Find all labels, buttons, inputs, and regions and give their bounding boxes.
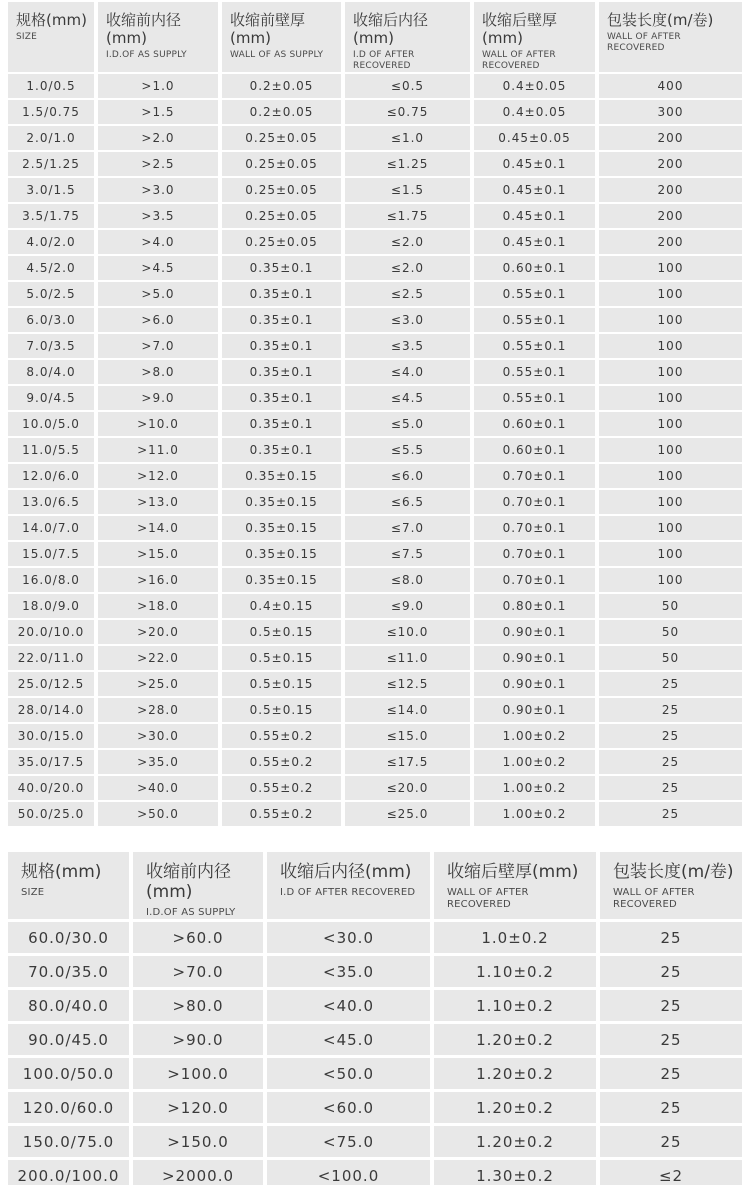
- column-header-i-d-of-after-recovered: [345, 2, 470, 72]
- table-cell: 80.0/40.0: [8, 990, 129, 1021]
- table-row: [8, 1092, 742, 1123]
- header-label-en: WALL OF AFTER RECOVERED: [482, 50, 556, 71]
- table-cell: 25: [600, 1092, 742, 1123]
- table-cell: 120.0/60.0: [8, 1092, 129, 1123]
- table-cell: >70.0: [133, 956, 263, 987]
- table-cell: ≤10.0: [345, 620, 470, 644]
- table-cell: 400: [599, 74, 742, 98]
- table-row: [8, 698, 742, 722]
- table-row: [8, 516, 742, 540]
- table-cell: ≤3.0: [345, 308, 470, 332]
- table-cell: ≤9.0: [345, 594, 470, 618]
- table-row: [8, 802, 742, 826]
- table-cell: ≤7.5: [345, 542, 470, 566]
- table-cell: 3.5/1.75: [8, 204, 94, 228]
- table-cell: 100: [599, 490, 742, 514]
- table-cell: 100: [599, 308, 742, 332]
- table-cell: 0.90±0.1: [474, 698, 595, 722]
- header-label-zh: 包装长度(m/卷): [613, 862, 734, 882]
- table-row: [8, 100, 742, 124]
- table-cell: 8.0/4.0: [8, 360, 94, 384]
- table-cell: 1.20±0.2: [434, 1058, 596, 1089]
- table-cell: 0.60±0.1: [474, 412, 595, 436]
- table-cell: 1.10±0.2: [434, 990, 596, 1021]
- table-cell: 1.0±0.2: [434, 922, 596, 953]
- table-cell: 100: [599, 282, 742, 306]
- table-cell: 1.5/0.75: [8, 100, 94, 124]
- table-cell: <75.0: [267, 1126, 430, 1157]
- table-cell: >2.5: [98, 152, 218, 176]
- column-header-size: [8, 852, 129, 919]
- table-cell: 0.90±0.1: [474, 672, 595, 696]
- table-cell: 0.2±0.05: [222, 100, 341, 124]
- table-cell: >15.0: [98, 542, 218, 566]
- header-label-en: I.D OF AFTER RECOVERED: [353, 50, 415, 71]
- table-cell: >20.0: [98, 620, 218, 644]
- header-label-en: WALL OF AFTER RECOVERED: [607, 32, 681, 53]
- table-cell: 200: [599, 204, 742, 228]
- table-cell: 100: [599, 386, 742, 410]
- table-cell: ≤1.25: [345, 152, 470, 176]
- table-row: [8, 620, 742, 644]
- table-cell: ≤2.0: [345, 256, 470, 280]
- header-label-zh: 收缩后内径(mm): [353, 11, 429, 47]
- table-cell: 0.35±0.1: [222, 386, 341, 410]
- table-cell: >10.0: [98, 412, 218, 436]
- table-cell: 15.0/7.5: [8, 542, 94, 566]
- table-cell: >8.0: [98, 360, 218, 384]
- table-cell: 200: [599, 152, 742, 176]
- table-cell: 50: [599, 620, 742, 644]
- table-cell: 100: [599, 542, 742, 566]
- table-cell: >14.0: [98, 516, 218, 540]
- table-cell: ≤17.5: [345, 750, 470, 774]
- table-cell: 13.0/6.5: [8, 490, 94, 514]
- table-cell: 12.0/6.0: [8, 464, 94, 488]
- table-cell: 0.45±0.1: [474, 178, 595, 202]
- table-cell: 0.45±0.1: [474, 230, 595, 254]
- table-cell: 0.80±0.1: [474, 594, 595, 618]
- header-label-zh: 收缩前内径(mm): [106, 11, 182, 47]
- table-row: [8, 126, 742, 150]
- table-cell: 1.20±0.2: [434, 1092, 596, 1123]
- table-cell: 200.0/100.0: [8, 1160, 129, 1185]
- table-cell: 100: [599, 334, 742, 358]
- table-cell: 100: [599, 516, 742, 540]
- table-cell: >3.0: [98, 178, 218, 202]
- table-cell: <60.0: [267, 1092, 430, 1123]
- table-cell: 0.35±0.1: [222, 412, 341, 436]
- header-label-zh: 收缩后内径(mm): [280, 862, 412, 882]
- table-cell: <50.0: [267, 1058, 430, 1089]
- table-cell: 0.90±0.1: [474, 620, 595, 644]
- table-cell: ≤14.0: [345, 698, 470, 722]
- table-row: [8, 1024, 742, 1055]
- table-cell: >4.5: [98, 256, 218, 280]
- table-cell: >3.5: [98, 204, 218, 228]
- table-cell: 25.0/12.5: [8, 672, 94, 696]
- column-header-wall-of-after-recovered: [474, 2, 595, 72]
- table-row: [8, 490, 742, 514]
- table-cell: 100: [599, 464, 742, 488]
- table-cell: ≤8.0: [345, 568, 470, 592]
- table-cell: 0.55±0.2: [222, 724, 341, 748]
- table-cell: 50: [599, 646, 742, 670]
- table-cell: >18.0: [98, 594, 218, 618]
- shrink-tube-spec-table-large-sizes: [4, 849, 746, 1185]
- table-row: [8, 256, 742, 280]
- table-row: [8, 386, 742, 410]
- table-cell: 25: [600, 1058, 742, 1089]
- table-cell: 2.5/1.25: [8, 152, 94, 176]
- table-row: [8, 334, 742, 358]
- table-cell: >7.0: [98, 334, 218, 358]
- table-row: [8, 412, 742, 436]
- table-cell: 1.0/0.5: [8, 74, 94, 98]
- table-cell: 25: [599, 672, 742, 696]
- table-cell: 0.45±0.1: [474, 152, 595, 176]
- header-label-zh: 收缩前内径(mm): [146, 862, 231, 902]
- table-cell: 0.35±0.1: [222, 282, 341, 306]
- header-row: [8, 2, 742, 72]
- table-cell: >4.0: [98, 230, 218, 254]
- table-row: [8, 922, 742, 953]
- table-row: [8, 438, 742, 462]
- table1-header: [8, 2, 742, 72]
- table-row: [8, 750, 742, 774]
- table-cell: >9.0: [98, 386, 218, 410]
- column-header-wall-of-after-recovered: [600, 852, 742, 919]
- table-row: [8, 724, 742, 748]
- table-cell: >25.0: [98, 672, 218, 696]
- table-cell: 0.60±0.1: [474, 256, 595, 280]
- table-cell: 25: [599, 750, 742, 774]
- table-cell: >12.0: [98, 464, 218, 488]
- header-label-en: SIZE: [16, 32, 38, 42]
- table-cell: 10.0/5.0: [8, 412, 94, 436]
- table-cell: 0.4±0.05: [474, 100, 595, 124]
- table-cell: 0.70±0.1: [474, 464, 595, 488]
- table-cell: 0.45±0.05: [474, 126, 595, 150]
- table-cell: 18.0/9.0: [8, 594, 94, 618]
- table-row: [8, 646, 742, 670]
- table-cell: 1.00±0.2: [474, 802, 595, 826]
- table-cell: >1.0: [98, 74, 218, 98]
- table-cell: 0.70±0.1: [474, 568, 595, 592]
- table-cell: 1.30±0.2: [434, 1160, 596, 1185]
- table-row: [8, 594, 742, 618]
- table-cell: ≤1.5: [345, 178, 470, 202]
- table-cell: 0.70±0.1: [474, 516, 595, 540]
- table-cell: ≤5.5: [345, 438, 470, 462]
- table-cell: >6.0: [98, 308, 218, 332]
- table-cell: >2.0: [98, 126, 218, 150]
- table-cell: 25: [599, 802, 742, 826]
- table-cell: 0.35±0.15: [222, 568, 341, 592]
- table-cell: 0.25±0.05: [222, 126, 341, 150]
- table-cell: 50: [599, 594, 742, 618]
- header-label-zh: 规格(mm): [16, 11, 87, 29]
- table-cell: 40.0/20.0: [8, 776, 94, 800]
- table-cell: 0.35±0.1: [222, 334, 341, 358]
- table-row: [8, 776, 742, 800]
- table-cell: 150.0/75.0: [8, 1126, 129, 1157]
- table-cell: 0.5±0.15: [222, 620, 341, 644]
- table-cell: 0.55±0.1: [474, 334, 595, 358]
- column-header-wall-of-after-recovered: [434, 852, 596, 919]
- table-cell: 50.0/25.0: [8, 802, 94, 826]
- table-cell: 0.35±0.15: [222, 542, 341, 566]
- header-label-en: I.D OF AFTER RECOVERED: [280, 887, 416, 898]
- table-cell: 30.0/15.0: [8, 724, 94, 748]
- table-cell: 100: [599, 412, 742, 436]
- table-row: [8, 152, 742, 176]
- table-cell: 0.5±0.15: [222, 698, 341, 722]
- table-cell: ≤4.0: [345, 360, 470, 384]
- table-row: [8, 672, 742, 696]
- table-cell: >35.0: [98, 750, 218, 774]
- table-cell: 200: [599, 126, 742, 150]
- table-cell: >2000.0: [133, 1160, 263, 1185]
- table-cell: >60.0: [133, 922, 263, 953]
- table-cell: 25: [600, 956, 742, 987]
- table-cell: 0.35±0.1: [222, 360, 341, 384]
- table-cell: >11.0: [98, 438, 218, 462]
- table-cell: 0.55±0.2: [222, 750, 341, 774]
- table-cell: ≤12.5: [345, 672, 470, 696]
- table-row: [8, 464, 742, 488]
- table-cell: 25: [599, 724, 742, 748]
- table-cell: 25: [600, 1126, 742, 1157]
- table-cell: <40.0: [267, 990, 430, 1021]
- header-label-en: WALL OF AFTER RECOVERED: [447, 887, 529, 910]
- table-cell: ≤0.5: [345, 74, 470, 98]
- table-cell: 0.5±0.15: [222, 646, 341, 670]
- table2-header: [8, 852, 742, 919]
- table-row: [8, 74, 742, 98]
- table-cell: 0.55±0.1: [474, 360, 595, 384]
- table-cell: 100.0/50.0: [8, 1058, 129, 1089]
- table-cell: 1.20±0.2: [434, 1126, 596, 1157]
- table-cell: >150.0: [133, 1126, 263, 1157]
- header-label-en: I.D.OF AS SUPPLY: [146, 907, 236, 918]
- table-cell: 0.60±0.1: [474, 438, 595, 462]
- table-cell: 100: [599, 568, 742, 592]
- table-cell: >13.0: [98, 490, 218, 514]
- table-cell: 0.35±0.1: [222, 256, 341, 280]
- header-label-zh: 包装长度(m/卷): [607, 11, 714, 29]
- table-cell: 20.0/10.0: [8, 620, 94, 644]
- table-cell: 300: [599, 100, 742, 124]
- header-label-zh: 收缩前壁厚(mm): [230, 11, 306, 47]
- table-cell: 35.0/17.5: [8, 750, 94, 774]
- shrink-tube-spec-table-small-sizes: [4, 0, 746, 828]
- table-cell: 11.0/5.5: [8, 438, 94, 462]
- table-cell: 200: [599, 178, 742, 202]
- table1-body: [8, 74, 742, 826]
- column-header-wall-of-as-supply: [222, 2, 341, 72]
- table-cell: >80.0: [133, 990, 263, 1021]
- table-cell: ≤0.75: [345, 100, 470, 124]
- header-label-en: WALL OF AS SUPPLY: [230, 50, 324, 60]
- table-row: [8, 956, 742, 987]
- table-row: [8, 178, 742, 202]
- table-cell: 1.00±0.2: [474, 724, 595, 748]
- table2-body: [8, 922, 742, 1185]
- table-cell: 0.35±0.15: [222, 490, 341, 514]
- column-header-size: [8, 2, 94, 72]
- table-cell: >1.5: [98, 100, 218, 124]
- table-cell: 0.35±0.1: [222, 438, 341, 462]
- table-cell: 2.0/1.0: [8, 126, 94, 150]
- table-cell: 0.4±0.15: [222, 594, 341, 618]
- table-row: [8, 1058, 742, 1089]
- column-header-i-d-of-as-supply: [98, 2, 218, 72]
- table-cell: ≤2: [600, 1160, 742, 1185]
- table-cell: ≤25.0: [345, 802, 470, 826]
- table-cell: 0.25±0.05: [222, 178, 341, 202]
- table-row: [8, 360, 742, 384]
- table-cell: 1.20±0.2: [434, 1024, 596, 1055]
- table-cell: 70.0/35.0: [8, 956, 129, 987]
- table-cell: ≤7.0: [345, 516, 470, 540]
- column-header-i-d-of-as-supply: [133, 852, 263, 919]
- table-cell: 200: [599, 230, 742, 254]
- table-cell: 0.55±0.2: [222, 802, 341, 826]
- table-cell: 0.25±0.05: [222, 230, 341, 254]
- table-row: [8, 542, 742, 566]
- column-header-wall-of-after-recovered: [599, 2, 742, 72]
- table-cell: 0.25±0.05: [222, 152, 341, 176]
- table-cell: 0.55±0.1: [474, 386, 595, 410]
- table-row: [8, 990, 742, 1021]
- table-cell: >16.0: [98, 568, 218, 592]
- table-cell: 0.4±0.05: [474, 74, 595, 98]
- table-cell: 25: [600, 922, 742, 953]
- table-cell: ≤5.0: [345, 412, 470, 436]
- table-cell: 25: [599, 698, 742, 722]
- table-cell: 0.35±0.15: [222, 516, 341, 540]
- table-cell: <45.0: [267, 1024, 430, 1055]
- table-cell: 25: [600, 1024, 742, 1055]
- table-cell: 14.0/7.0: [8, 516, 94, 540]
- table-cell: <35.0: [267, 956, 430, 987]
- table-cell: 0.35±0.15: [222, 464, 341, 488]
- table-cell: >28.0: [98, 698, 218, 722]
- table-cell: 22.0/11.0: [8, 646, 94, 670]
- table-cell: 100: [599, 256, 742, 280]
- table-cell: ≤2.5: [345, 282, 470, 306]
- table-cell: 25: [600, 990, 742, 1021]
- table-cell: 0.55±0.2: [222, 776, 341, 800]
- table-cell: ≤6.5: [345, 490, 470, 514]
- table-cell: 28.0/14.0: [8, 698, 94, 722]
- table-cell: >22.0: [98, 646, 218, 670]
- table-cell: ≤2.0: [345, 230, 470, 254]
- table-cell: 60.0/30.0: [8, 922, 129, 953]
- table-cell: 7.0/3.5: [8, 334, 94, 358]
- table-cell: >120.0: [133, 1092, 263, 1123]
- table-row: [8, 230, 742, 254]
- table-cell: ≤15.0: [345, 724, 470, 748]
- column-header-i-d-of-after-recovered: [267, 852, 430, 919]
- table-cell: ≤3.5: [345, 334, 470, 358]
- table-cell: >100.0: [133, 1058, 263, 1089]
- table-cell: 5.0/2.5: [8, 282, 94, 306]
- table-cell: 4.5/2.0: [8, 256, 94, 280]
- table-row: [8, 568, 742, 592]
- table-cell: 90.0/45.0: [8, 1024, 129, 1055]
- table-cell: 9.0/4.5: [8, 386, 94, 410]
- table-row: [8, 308, 742, 332]
- table-cell: 0.70±0.1: [474, 542, 595, 566]
- table-cell: 0.5±0.15: [222, 672, 341, 696]
- table-cell: 1.00±0.2: [474, 776, 595, 800]
- table-cell: 0.55±0.1: [474, 308, 595, 332]
- table-row: [8, 204, 742, 228]
- table-cell: ≤6.0: [345, 464, 470, 488]
- table-cell: >30.0: [98, 724, 218, 748]
- table-cell: >40.0: [98, 776, 218, 800]
- header-label-en: I.D.OF AS SUPPLY: [106, 50, 187, 60]
- table-cell: 0.55±0.1: [474, 282, 595, 306]
- table-cell: >5.0: [98, 282, 218, 306]
- header-label-zh: 收缩后壁厚(mm): [482, 11, 558, 47]
- table-cell: 0.35±0.1: [222, 308, 341, 332]
- table-cell: 25: [599, 776, 742, 800]
- header-label-zh: 规格(mm): [21, 862, 102, 882]
- table-cell: <30.0: [267, 922, 430, 953]
- table-cell: ≤11.0: [345, 646, 470, 670]
- table-cell: >50.0: [98, 802, 218, 826]
- table-cell: 4.0/2.0: [8, 230, 94, 254]
- header-label-en: SIZE: [21, 887, 45, 898]
- table-cell: 0.70±0.1: [474, 490, 595, 514]
- table-cell: ≤1.75: [345, 204, 470, 228]
- table-cell: 3.0/1.5: [8, 178, 94, 202]
- table-cell: 0.45±0.1: [474, 204, 595, 228]
- table-cell: 0.90±0.1: [474, 646, 595, 670]
- table-cell: >90.0: [133, 1024, 263, 1055]
- table-row: [8, 1126, 742, 1157]
- table-cell: 100: [599, 438, 742, 462]
- table-cell: ≤20.0: [345, 776, 470, 800]
- table-cell: 1.00±0.2: [474, 750, 595, 774]
- table-cell: ≤1.0: [345, 126, 470, 150]
- table-cell: 100: [599, 360, 742, 384]
- table-row: [8, 282, 742, 306]
- header-label-en: WALL OF AFTER RECOVERED: [613, 887, 695, 910]
- table-row: [8, 1160, 742, 1185]
- header-label-zh: 收缩后壁厚(mm): [447, 862, 579, 882]
- table-cell: 0.25±0.05: [222, 204, 341, 228]
- table-cell: 16.0/8.0: [8, 568, 94, 592]
- table-cell: 1.10±0.2: [434, 956, 596, 987]
- table-cell: 6.0/3.0: [8, 308, 94, 332]
- table-cell: ≤4.5: [345, 386, 470, 410]
- table-cell: 0.2±0.05: [222, 74, 341, 98]
- header-row: [8, 852, 742, 919]
- table-cell: <100.0: [267, 1160, 430, 1185]
